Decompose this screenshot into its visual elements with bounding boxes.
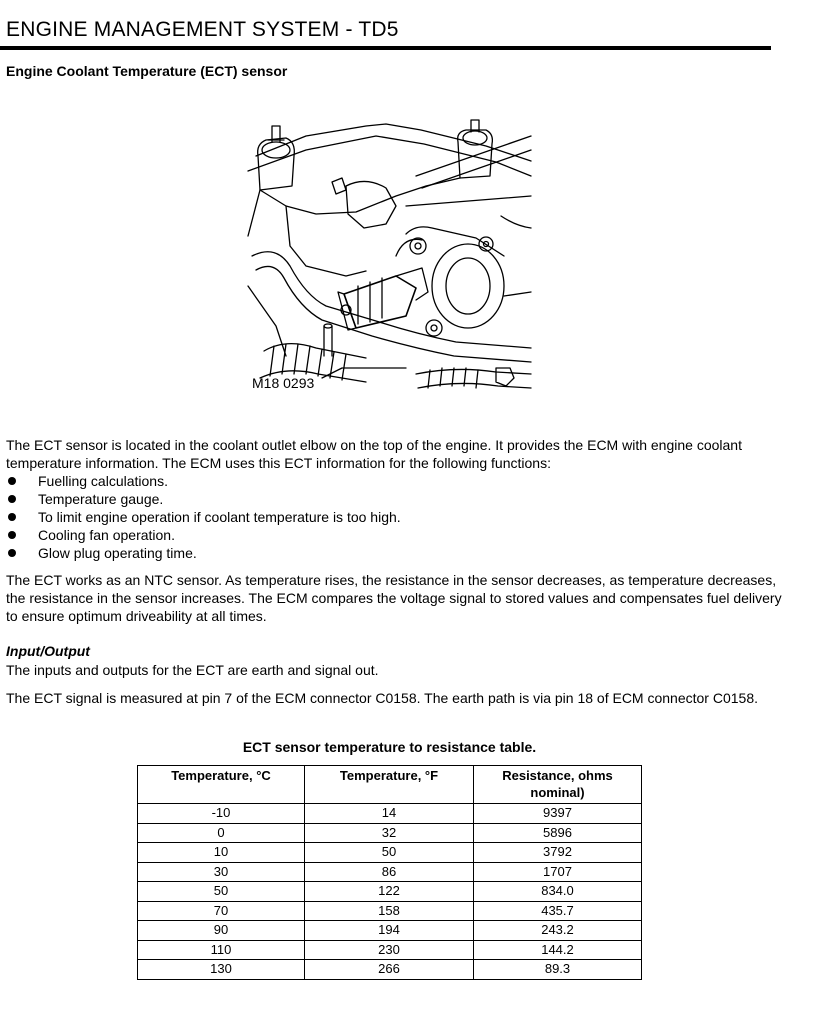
bullet-icon [8,513,16,521]
bullet-icon [8,549,16,557]
ntc-paragraph: The ECT works as an NTC sensor. As temperature rises, the resistance in the sensor decreases, as temperature decreases, the resistance in the sensor increases. The ECM compares the voltage signal to stored values and compensates fuel delivery to ensure optimum driveability at all times. [6,572,782,624]
figure-label: M18 0293 [252,375,315,391]
bullet-icon [8,477,16,485]
io-paragraph-1: The inputs and outputs for the ECT are earth and signal out. [6,662,379,678]
section-title: Engine Coolant Temperature (ECT) sensor [6,63,288,79]
table-row: 10 50 3792 [138,843,642,863]
ect-resistance-table [137,765,642,980]
table-header-row [138,766,642,804]
table-row: 0 32 5896 [138,823,642,843]
column-header-fahrenheit: Temperature, °F [305,766,474,804]
table-row: 30 86 1707 [138,862,642,882]
column-header-celsius: Temperature, °C [138,766,305,804]
column-header-resistance [474,766,642,804]
list-item: Fuelling calculations. [6,472,706,490]
table-row: 130 266 89.3 [138,960,642,980]
table-row: 50 122 834.0 [138,882,642,902]
table-caption: ECT sensor temperature to resistance table. [242,739,537,755]
list-item: Glow plug operating time. [6,544,706,562]
table-row: 110 230 144.2 [138,940,642,960]
table-row: 70 158 435.7 [138,901,642,921]
header-rule [0,46,771,50]
page-header-title: ENGINE MANAGEMENT SYSTEM - TD5 [6,18,399,41]
intro-paragraph: The ECT sensor is located in the coolant outlet elbow on the top of the engine. It provides the ECM with engine coolant temperature information. The ECM uses this ECT information for the following functions: [6,437,742,471]
ect-sensor-illustration [246,116,536,398]
table-row: 90 194 243.2 [138,921,642,941]
list-item: Cooling fan operation. [6,526,706,544]
list-item: To limit engine operation if coolant temperature is too high. [6,508,706,526]
bullet-icon [8,531,16,539]
io-paragraph-2: The ECT signal is measured at pin 7 of the ECM connector C0158. The earth path is via pin 18 of ECM connector C0158. [6,690,759,706]
resistance-header-text: Resistance, ohms nominal) [502,768,613,800]
bullet-icon [8,495,16,503]
io-heading: Input/Output [6,643,90,659]
list-item: Temperature gauge. [6,490,706,508]
functions-list [6,472,706,562]
table-row: -10 14 9397 [138,804,642,824]
